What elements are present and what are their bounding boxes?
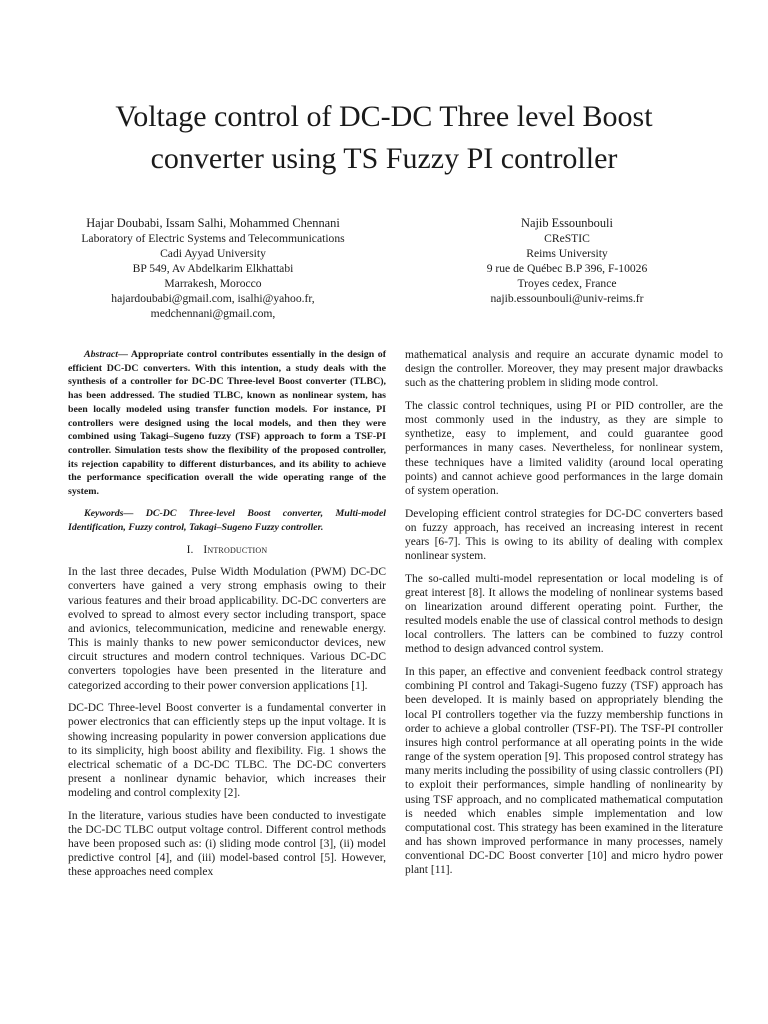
right-column (405, 348, 723, 886)
paragraph: The classic control techniques, using PI or PID controller, are the most commonly used in the industry, as they are simple to synthetize, easy to implement, and could guarantee good performances in many cases. Nevertheless, for nonlinear system, these techniques have a limited validity (around local operating points) and cannot achieve good performances in the large domain of system operation. (405, 399, 723, 497)
abstract-text: — Appropriate control contributes essentially in the design of efficient DC-DC converters. With this intention, a study deals with the synthesis of a controller for DC-DC Three-level Boost converter (TLBC), has been addressed. The studied TLBC, known as nonlinear system, has been locally modeled using transfer function models. For instance, PI controllers were designed using the local models, and then they were combined using Takagi–Sugeno fuzzy (TSF) approach to form a TSF-PI controller. Simulation tests show the flexibility of the proposed controller, its rejection capability to different disturbances, and its ability to achieve the performance specification overall the wide operating range of the system. (68, 349, 386, 498)
affiliation-line: Cadi Ayyad University (160, 247, 266, 260)
author-names-right: Najib Essounbouli (521, 216, 613, 230)
paragraph: mathematical analysis and require an accurate dynamic model to design the controller. Moreover, they may present major drawbacks such as the chattering problem in sliding mode control. (405, 349, 723, 390)
abstract-lead: Abstract (84, 349, 119, 360)
section-number: I. (186, 544, 194, 557)
paragraph: The so-called multi-model representation or local modeling is of great interest [8]. It allows the modeling of nonlinear systems based on linearization around different operating point. Further, the resulted models enable the use of classical control methods to design local controllers. The latters can be combined to fuzzy control method to design advanced control system. (405, 572, 723, 656)
left-column (68, 348, 386, 888)
affiliation-line: 9 rue de Québec B.P 396, F-10026 (486, 262, 648, 275)
affiliation-line: Reims University (526, 247, 608, 260)
author-names-left: Hajar Doubabi, Issam Salhi, Mohammed Chennani (86, 216, 340, 230)
keywords-text: — DC-DC Three-level Boost converter, Multi-model Identification, Fuzzy control, Takagi–Sugeno Fuzzy controller. (68, 508, 386, 533)
author-block-right (400, 216, 734, 306)
affiliation-line: BP 549, Av Abdelkarim Elkhattabi (132, 262, 294, 275)
paragraph: In the last three decades, Pulse Width Modulation (PWM) DC-DC converters have gained a very strong emphasis owing to their various features and their broad applicability. DC-DC converters are evolved to spread to almost every sector including transport, space and avionics, telecommunication, medicine and renewable energy. This is mainly thanks to new power semiconductor devices, new circuit structures and modern control techniques. Various DC-DC converters topologies have been presented in the literature and categorized according to their power conversion applications [1]. (68, 566, 386, 692)
title-line-2: converter using TS Fuzzy PI controller (150, 142, 618, 175)
title-line-1: Voltage control of DC-DC Three level Boost (115, 100, 653, 133)
paragraph: Developing efficient control strategies for DC-DC converters based on fuzzy approach, has received an increasing interest in recent years [6-7]. This is owing to its ability of dealing with complex nonlinear system. (405, 507, 723, 563)
paragraph: DC-DC Three-level Boost converter is a fundamental converter in power electronics that can efficiently steps up the input voltage. It is showing increasing popularity in power conversion applications due to its simplicity, high boost ability and flexibility. Fig. 1 shows the electrical schematic of a DC-DC TLBC. The DC-DC converters present a nonlinear dynamic behavior, which increases their modeling and control complexity [2]. (68, 702, 386, 800)
author-emails: najib.essounbouli@univ-reims.fr (490, 292, 644, 305)
abstract (68, 348, 386, 499)
section-title: Introduction (203, 544, 268, 557)
paragraph: In this paper, an effective and convenient feedback control strategy combining PI control and Takagi-Sugeno fuzzy (TSF) approach has been developed. It is mainly based on appropriately blending the local PI controllers together via the fuzzy membership functions in order to achieve a global controller (TSF-PI). The TSF-PI controller insures high control performance at all operating points in the wide range of the system operation [9]. This proposed control strategy has many merits including the possibility of using classic controllers (PI) to exploit their performances, simple handling of nonlinearity by using TSF approach, and no complicated mathematical computation is needed which enables simple implementation and low computational cost. This strategy has been examined in the literature and has shown improved performance in many processes, namely conventional DC-DC Boost converter [10] and micro hydro power plant [11]. (405, 666, 723, 877)
keywords (68, 507, 386, 534)
author-block-left (48, 216, 378, 321)
keywords-lead: Keywords (84, 508, 124, 520)
affiliation-line: Marrakesh, Morocco (164, 277, 262, 290)
affiliation-line: CReSTIC (544, 232, 590, 245)
paper-title (40, 96, 728, 180)
affiliation-line: Laboratory of Electric Systems and Telecommunications (81, 232, 345, 245)
affiliation-line: Troyes cedex, France (517, 277, 617, 290)
author-emails: medchennani@gmail.com, (150, 307, 276, 320)
author-emails: hajardoubabi@gmail.com, isalhi@yahoo.fr, (111, 292, 315, 305)
section-heading (68, 543, 386, 557)
paragraph: In the literature, various studies have been conducted to investigate the DC-DC TLBC output voltage control. Different control methods have been proposed such as: (i) sliding mode control [3], (ii) model predictive control [4], and (iii) model-based control [5]. However, these approaches need complex (68, 809, 386, 879)
